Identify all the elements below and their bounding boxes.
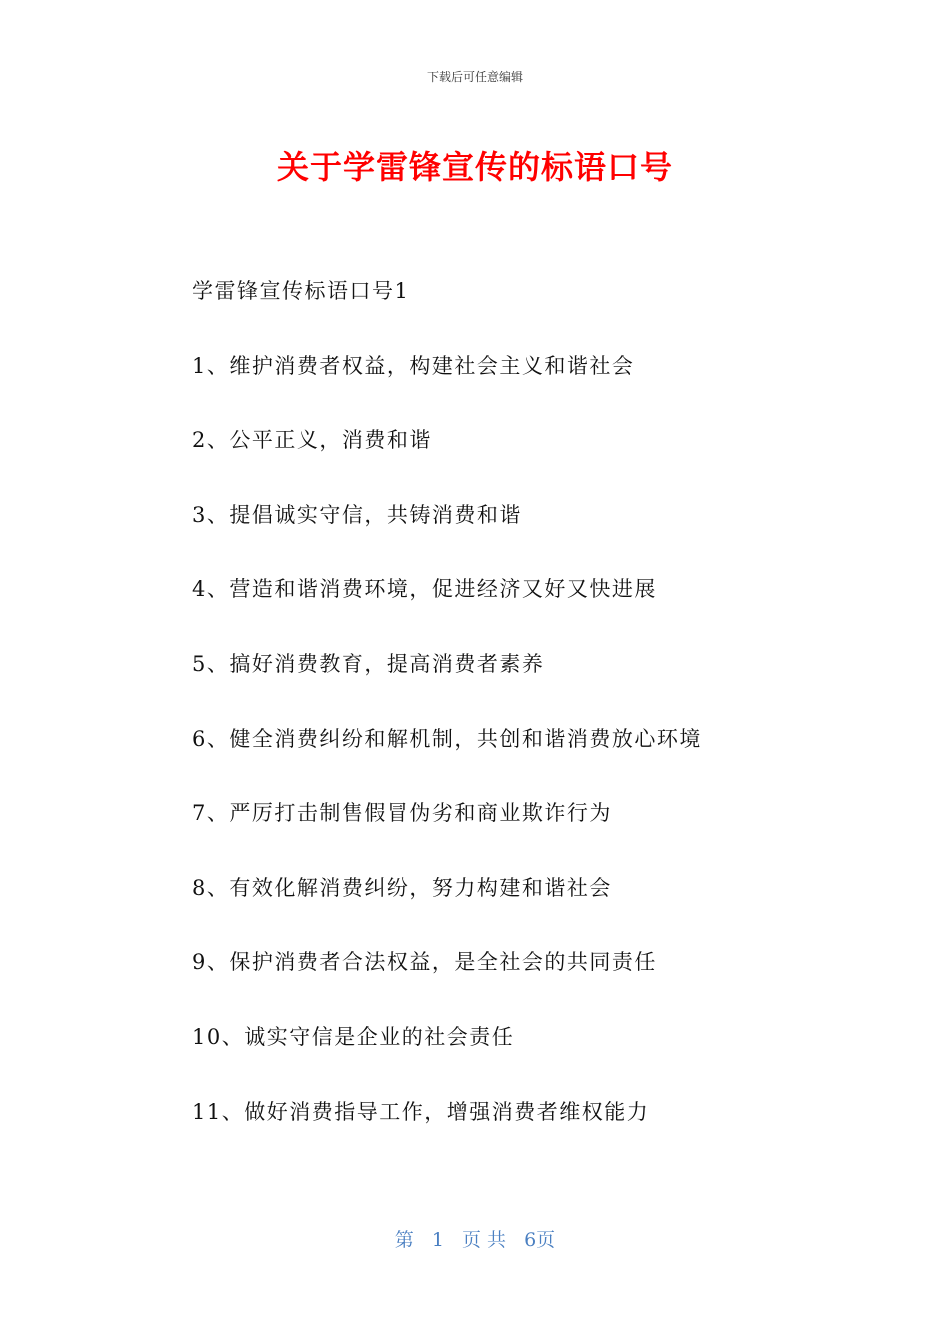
page-footer: [0, 1225, 950, 1252]
slogan-item: 9、保护消费者合法权益，是全社会的共同责任: [192, 950, 657, 975]
footer-middle: 页 共: [462, 1229, 507, 1251]
slogan-item: 6、健全消费纠纷和解机制，共创和谐消费放心环境: [192, 726, 702, 751]
document-title: 关于学雷锋宣传的标语口号: [276, 148, 673, 186]
section-heading: 学雷锋宣传标语口号1: [192, 279, 410, 303]
footer-total-pages: 6页: [524, 1229, 556, 1251]
footer-prefix: 第: [394, 1229, 414, 1251]
slogan-item: 4、营造和谐消费环境，促进经济又好又快进展: [192, 577, 657, 602]
slogan-item: 3、提倡诚实守信，共铸消费和谐: [192, 502, 522, 527]
header-note: 下载后可任意编辑: [426, 70, 523, 84]
slogan-item: 2、公平正义，消费和谐: [192, 428, 432, 453]
footer-current-page: 1: [431, 1229, 444, 1251]
slogan-item: 8、有效化解消费纠纷，努力构建和谐社会: [192, 875, 612, 900]
slogan-item: 5、搞好消费教育，提高消费者素养: [192, 651, 545, 676]
slogan-item: 7、严厉打击制售假冒伪劣和商业欺诈行为: [192, 801, 612, 826]
slogan-item: 11、做好消费指导工作，增强消费者维权能力: [192, 1099, 650, 1124]
slogan-item: 1、维护消费者权益，构建社会主义和谐社会: [192, 353, 635, 378]
document-body: [192, 276, 872, 1171]
slogan-item: 10、诚实守信是企业的社会责任: [192, 1024, 515, 1049]
